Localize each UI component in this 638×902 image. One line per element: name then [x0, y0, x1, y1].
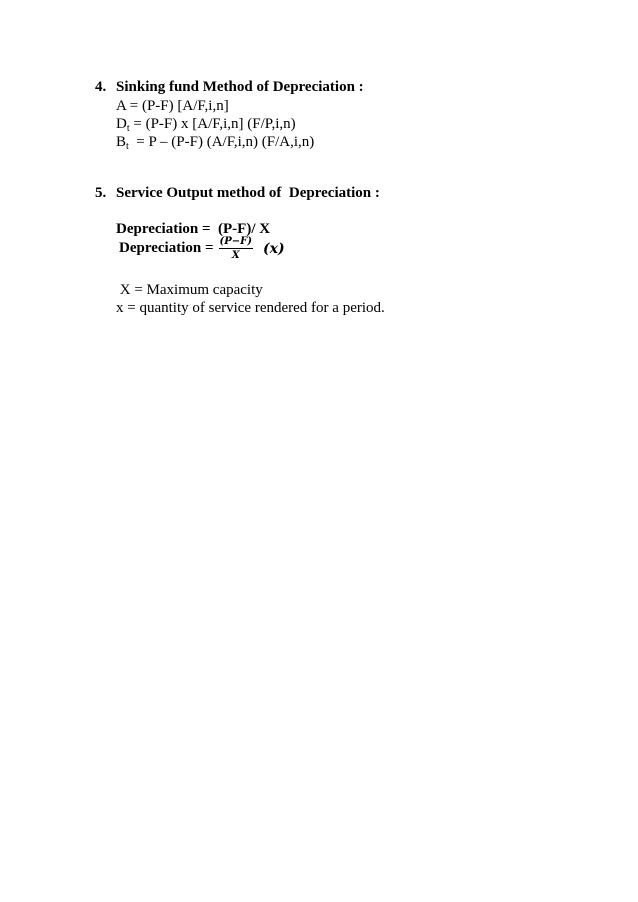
- dt-expression: = (P-F) x [A/F,i,n] (F/P,i,n): [129, 116, 296, 132]
- bt-subscript: t: [126, 141, 129, 152]
- formula-2-multiplier: (x): [262, 240, 285, 257]
- section-4-number: 4.: [95, 79, 107, 95]
- dt-subscript: t: [126, 123, 130, 134]
- fraction-denominator: X: [231, 250, 240, 261]
- formula-2-label: Depreciation =: [119, 240, 214, 256]
- bt-symbol: B: [116, 134, 127, 150]
- service-output-formula-1: Depreciation = (P-F)/ X: [116, 221, 271, 237]
- fraction-numerator: (P−F): [219, 236, 252, 247]
- definition-small-x: x = quantity of service rendered for a period.: [116, 300, 385, 316]
- definition-capital-x: X = Maximum capacity: [116, 282, 263, 298]
- section-5-number: 5.: [95, 185, 107, 201]
- formula-2-fraction: [219, 236, 253, 261]
- section-5-title: Service Output method of Depreciation :: [116, 185, 380, 201]
- dt-symbol: D: [116, 116, 127, 132]
- sinking-fund-formula-a: A = (P-F) [A/F,i,n]: [116, 98, 229, 114]
- section-4-title: Sinking fund Method of Depreciation :: [116, 79, 364, 95]
- sinking-fund-formula-dt: [116, 115, 296, 133]
- service-output-formula-2: [119, 236, 285, 261]
- section-5-heading: [95, 185, 380, 202]
- section-4-heading: [95, 79, 364, 96]
- sinking-fund-formula-bt: [116, 133, 314, 151]
- bt-expression: = P – (P-F) (A/F,i,n) (F/A,i,n): [128, 134, 315, 150]
